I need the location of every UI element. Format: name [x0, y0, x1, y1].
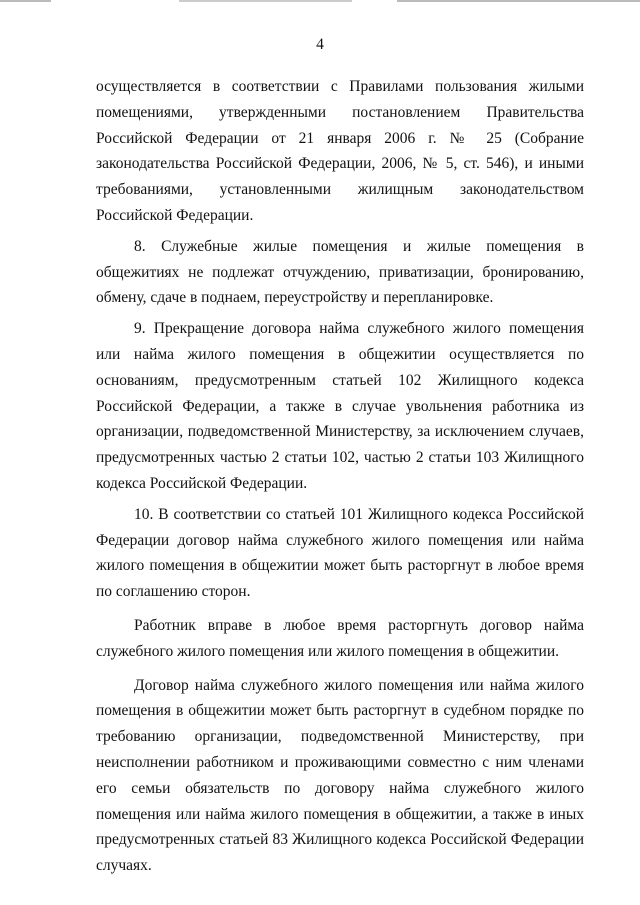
paragraph-worker-right: Работник вправе в любое время расторгнуть договор найма служебного жилого помещения или жилого помещения в общежитии.: [96, 616, 584, 660]
document-body: [96, 74, 584, 879]
scan-edge-line: [0, 0, 640, 2]
page-number: 4: [316, 36, 324, 53]
paragraph-continuation: осуществляется в соответствии с Правилами пользования жилыми помещениями, утвержденными постановлением Правительства Российской Федерации от 21 января 2006 г. № 25 (Собрание законодательства Российской Федерации, 2006, № 5, ст. 546), и иными требованиями, установленными жилищным законодательством Российской Федерации.: [96, 78, 584, 224]
paragraph-court-termination: Договор найма служебного жилого помещения или найма жилого помещения в общежитии может быть расторгнут в судебном порядке по требованию организации, подведомственной Министерству, при неисполнении работником и проживающими совместно с ним членами его семьи обязательств по договору найма служебного жилого помещения или найма жилого помещения в общежитии, а также в иных предусмотренных статьей 83 Жилищного кодекса Российской Федерации случаях.: [96, 676, 584, 875]
paragraph-item-8: 8. Служебные жилые помещения и жилые помещения в общежитиях не подлежат отчуждению, приватизации, бронированию, обмену, сдаче в поднаем, переустройству и перепланировке.: [96, 237, 584, 307]
paragraph-item-9: 9. Прекращение договора найма служебного жилого помещения или найма жилого помещения в общежитии осуществляется по основаниям, предусмотренным статьей 102 Жилищного кодекса Российской Федерации, а также в случае увольнения работника из организации, подведомственной Министерству, за исключением случаев, предусмотренных частью 2 статьи 102, частью 2 статьи 103 Жилищного кодекса Российской Федерации.: [96, 320, 584, 492]
paragraph-item-10: 10. В соответствии со статьей 101 Жилищного кодекса Российской Федерации договор найма служебного жилого помещения или найма жилого помещения в общежитии может быть расторгнут в любое время по соглашению сторон.: [96, 505, 584, 601]
